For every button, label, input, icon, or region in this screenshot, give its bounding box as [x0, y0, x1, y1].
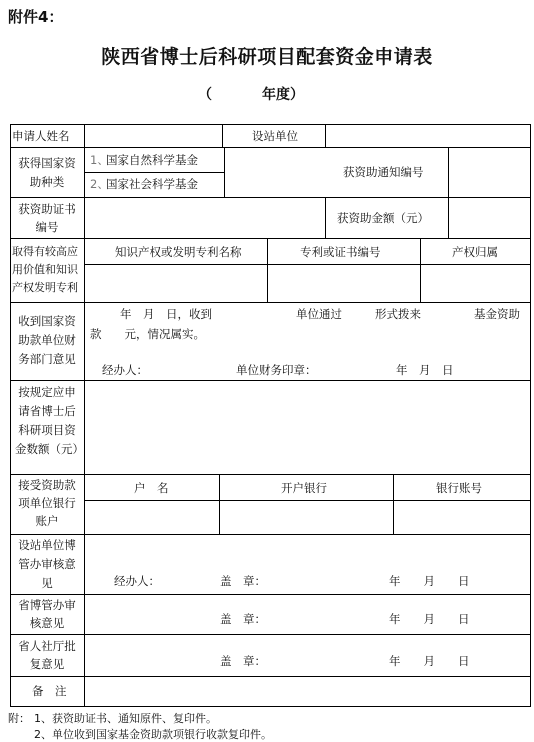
hrss-seal: 盖 章： [220, 654, 266, 668]
funding-notice-no-label: 获资助通知编号 [343, 165, 424, 179]
station-review-label: 设站单位博管办审核意见 [18, 538, 76, 590]
finance-line1-date: 年 月 日，收到 [120, 307, 212, 321]
year-paren: （ [198, 87, 212, 103]
hrss-label: 省人社厅批复意见 [18, 639, 76, 671]
provincial-date: 年 月 日 [389, 612, 470, 626]
funding-option-number: 2、 [90, 177, 109, 191]
document-title: 陕西省博士后科研项目配套资金申请表 [101, 46, 433, 68]
provincial-review-label: 省博管办审核意见 [18, 598, 76, 630]
funding-option-number: 1、 [90, 153, 109, 167]
account-name-header: 户 名 [134, 481, 169, 495]
finance-opinion-label: 收到国家资助款单位财务部门意见 [18, 314, 76, 366]
remarks-label: 备 注 [32, 684, 67, 698]
finance-handler: 经办人： [102, 363, 148, 377]
finance-line1-form: 形式拨来 [375, 307, 421, 321]
station-unit-label: 设站单位 [252, 129, 298, 143]
applicant-name-label: 申请人姓名 [12, 129, 70, 143]
apply-amount-label: 按规定应申请省博士后科研项目资金数额（元） [15, 385, 84, 456]
station-handler: 经办人： [114, 574, 160, 588]
funding-option-text: 国家自然科学基金 [106, 153, 198, 167]
annex-label: 附件4： [8, 8, 64, 26]
year-label: 年度） [262, 87, 304, 103]
patent-no-header: 专利或证书编号 [300, 245, 381, 259]
ownership-header: 产权归属 [452, 245, 498, 259]
footer-prefix: 附： [8, 712, 30, 725]
station-date: 年 月 日 [389, 574, 470, 588]
bank-header: 开户银行 [281, 481, 327, 495]
funding-type-label: 获得国家资助种类 [18, 156, 76, 189]
finance-line1-fund: 基金资助 [474, 307, 520, 321]
ip-label: 取得有较高应用价值和知识产权发明专利 [12, 245, 78, 294]
footer-note-2: 2、单位收到国家基金资助款项银行收款复印件。 [34, 728, 272, 741]
finance-line2: 款 元，情况属实。 [90, 327, 205, 341]
funding-amount-label: 获资助金额（元） [337, 211, 429, 225]
finance-date: 年 月 日 [396, 363, 454, 377]
hrss-date: 年 月 日 [389, 654, 470, 668]
certificate-no-label: 获资助证书编号 [18, 202, 76, 234]
bank-account-label: 接受资助款项单位银行账户 [18, 478, 76, 528]
ip-name-header: 知识产权或发明专利名称 [115, 245, 242, 259]
station-seal: 盖 章： [220, 574, 266, 588]
provincial-seal: 盖 章： [220, 612, 266, 626]
account-no-header: 银行账号 [436, 481, 482, 495]
funding-option-text: 国家社会科学基金 [106, 177, 198, 191]
footer-note-1: 1、获资助证书、通知原件、复印件。 [34, 712, 217, 725]
finance-line1-unit: 单位通过 [296, 307, 342, 321]
finance-seal: 单位财务印章： [236, 363, 317, 377]
